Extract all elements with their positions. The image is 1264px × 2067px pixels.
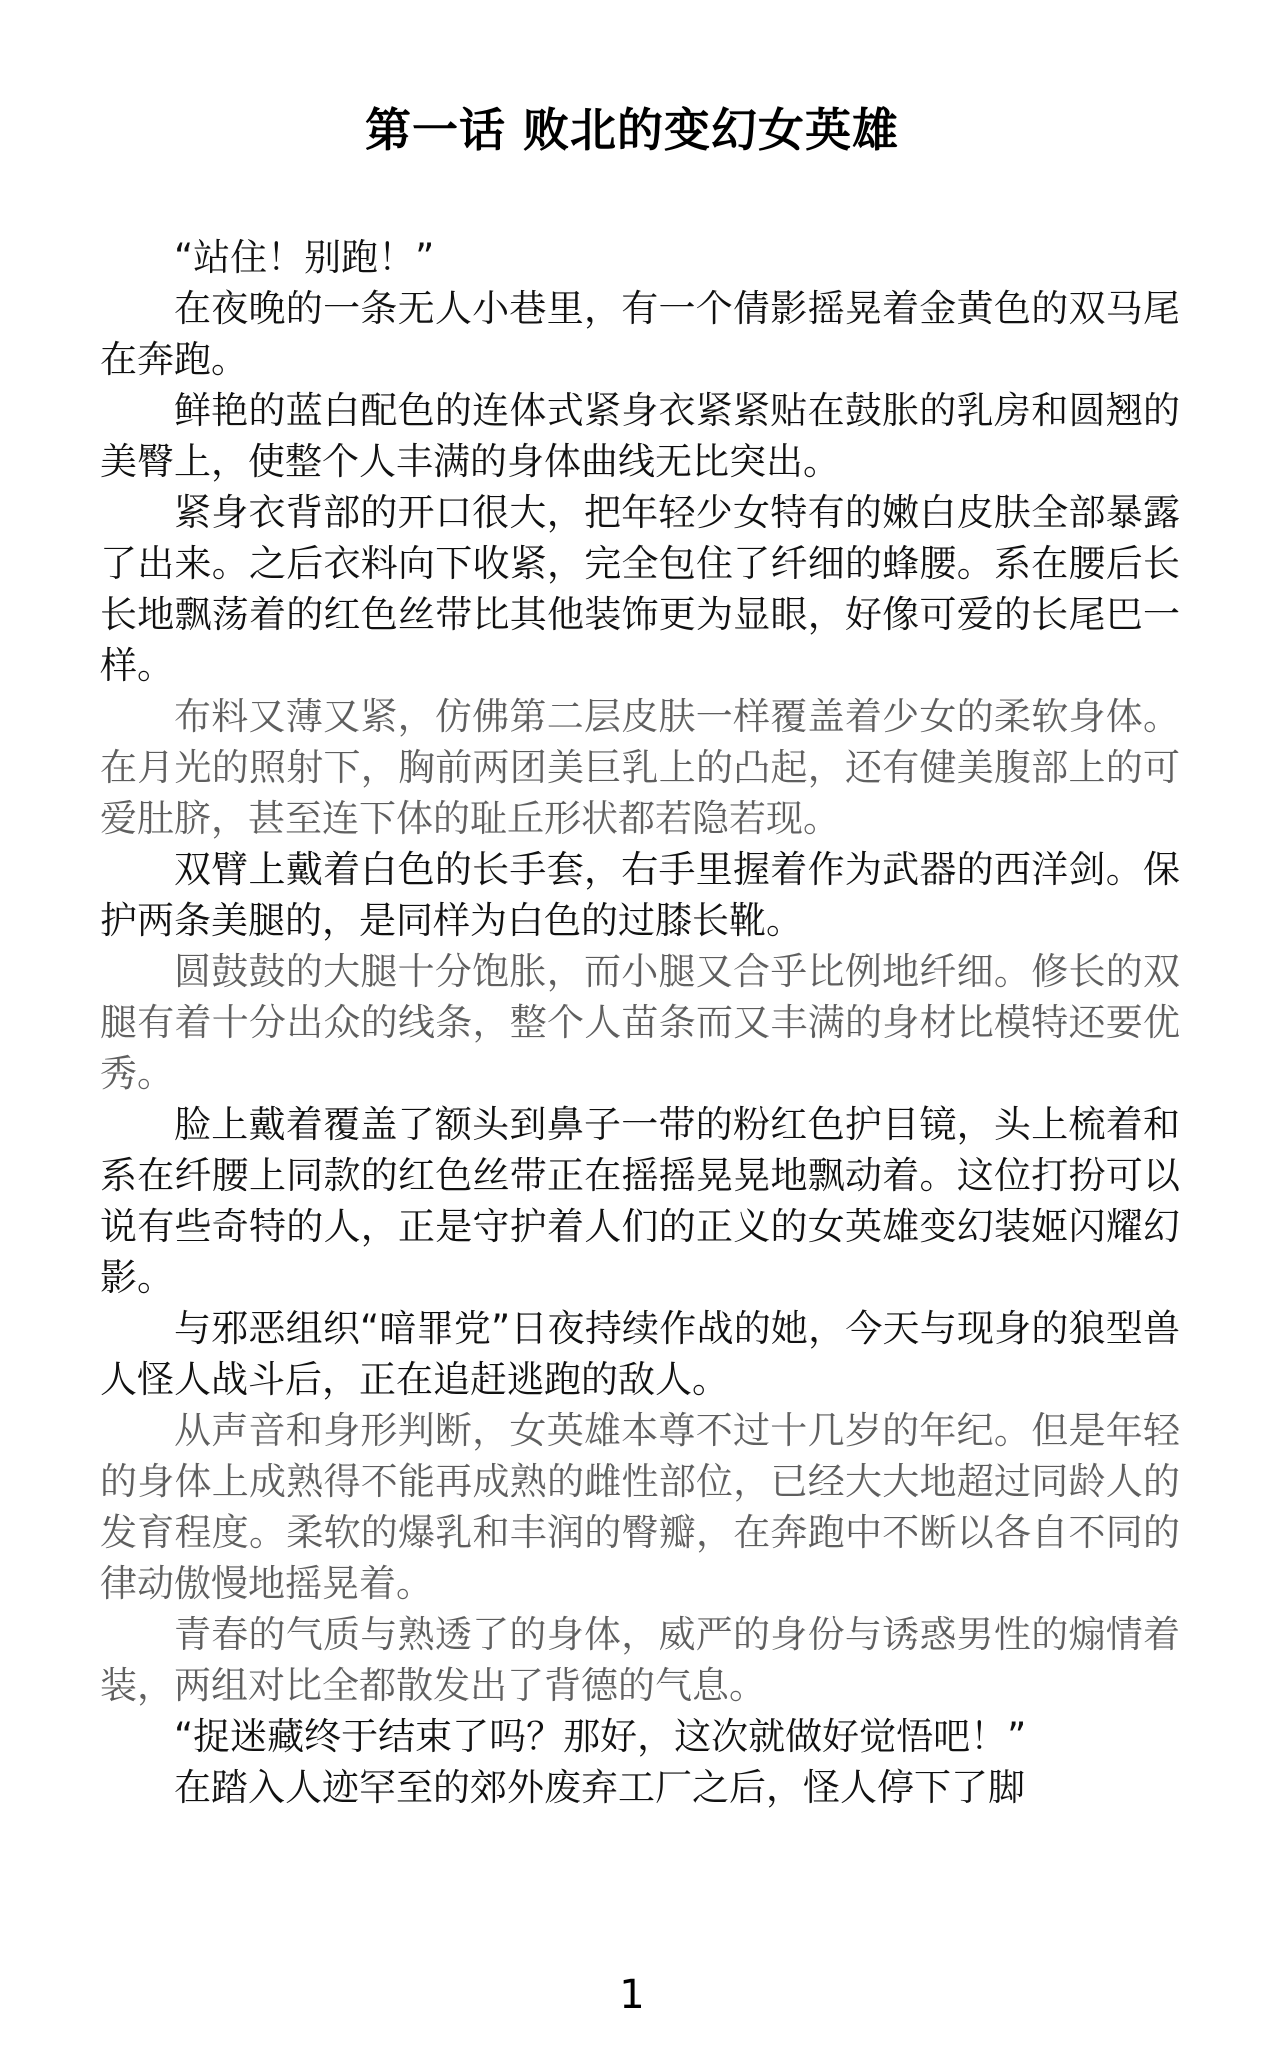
paragraph: 在踏入人迹罕至的郊外废弃工厂之后，怪人停下了脚 xyxy=(174,1766,1025,1809)
chapter-title: 第一话 败北的变幻女英雄 xyxy=(364,103,899,157)
paragraph: “捉迷藏终于结束了吗？那好，这次就做好觉悟吧！” xyxy=(174,1715,1027,1758)
paragraph: 双臂上戴着白色的长手套，右手里握着作为武器的西洋剑。保护两条美腿的，是同样为白色的过膝长靴。 xyxy=(100,848,1180,942)
paragraph: 青春的气质与熟透了的身体，威严的身份与诱惑男性的煽情着装，两组对比全都散发出了背德的气息。 xyxy=(100,1613,1180,1707)
body-text xyxy=(100,232,1180,1813)
paragraph: 鲜艳的蓝白配色的连体式紧身衣紧紧贴在鼓胀的乳房和圆翘的美臀上，使整个人丰满的身体曲线无比突出。 xyxy=(100,389,1180,483)
paragraph: “站住！别跑！” xyxy=(174,236,435,279)
paragraph: 与邪恶组织“暗罪党”日夜持续作战的她，今天与现身的狼型兽人怪人战斗后，正在追赶逃跑的敌人。 xyxy=(100,1307,1180,1401)
paragraph: 从声音和身形判断，女英雄本尊不过十几岁的年纪。但是年轻的身体上成熟得不能再成熟的雌性部位，已经大大地超过同龄人的发育程度。柔软的爆乳和丰润的臀瓣，在奔跑中不断以各自不同的律动傲慢地摇晃着。 xyxy=(100,1409,1180,1605)
paragraph: 脸上戴着覆盖了额头到鼻子一带的粉红色护目镜，头上梳着和系在纤腰上同款的红色丝带正在摇摇晃晃地飘动着。这位打扮可以说有些奇特的人，正是守护着人们的正义的女英雄变幻装姬闪耀幻影。 xyxy=(100,1103,1180,1299)
paragraph: 在夜晚的一条无人小巷里，有一个倩影摇晃着金黄色的双马尾在奔跑。 xyxy=(100,287,1180,381)
paragraph: 紧身衣背部的开口很大，把年轻少女特有的嫩白皮肤全部暴露了出来。之后衣料向下收紧，完全包住了纤细的蜂腰。系在腰后长长地飘荡着的红色丝带比其他装饰更为显眼，好像可爱的长尾巴一样。 xyxy=(100,491,1180,687)
paragraph: 圆鼓鼓的大腿十分饱胀，而小腿又合乎比例地纤细。修长的双腿有着十分出众的线条，整个人苗条而又丰满的身材比模特还要优秀。 xyxy=(100,950,1180,1095)
page-number: 1 xyxy=(619,1972,645,2018)
paragraph: 布料又薄又紧，仿佛第二层皮肤一样覆盖着少女的柔软身体。在月光的照射下，胸前两团美巨乳上的凸起，还有健美腹部上的可爱肚脐，甚至连下体的耻丘形状都若隐若现。 xyxy=(100,695,1180,840)
